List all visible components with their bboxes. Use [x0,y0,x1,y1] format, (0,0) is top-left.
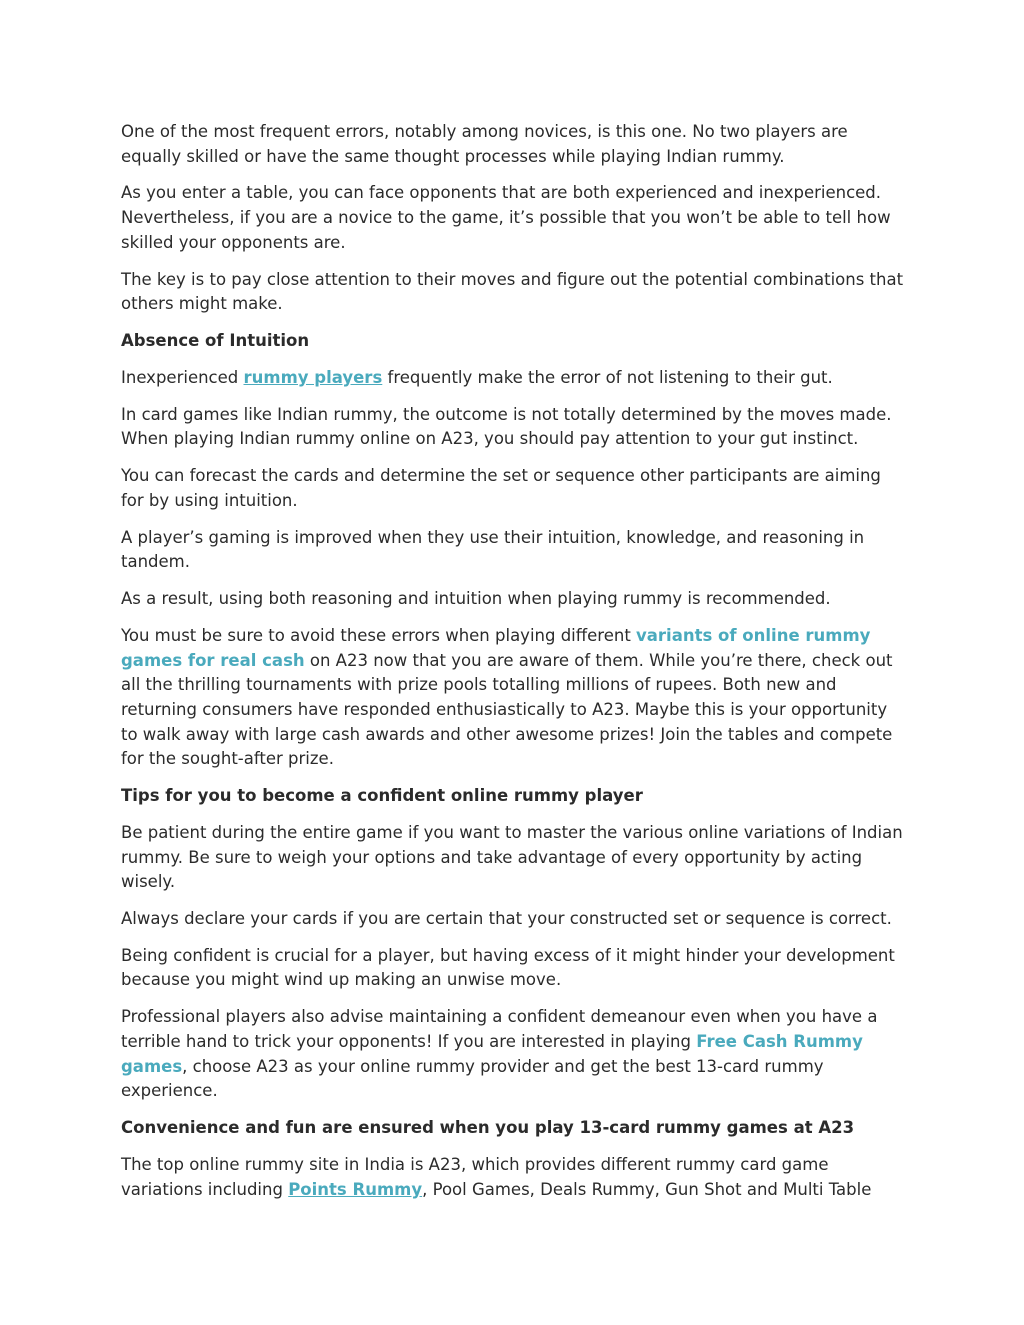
points-rummy-link[interactable]: Points Rummy [288,1179,423,1199]
paragraph-key-moves: The key is to pay close attention to their moves and figure out the potential combinations that others might make. [121,269,904,314]
paragraph-tandem: A player’s gaming is improved when they use their intuition, knowledge, and reasoning in tandem. [121,527,865,572]
paragraph-text: You must be sure to avoid these errors when playing different [121,626,637,646]
free-cash-rummy-link[interactable]: Free Cash Rummy games [121,1031,863,1076]
paragraph-text: on A23 now that you are aware of them. While you’re there, check out all the thrilling tournaments with prize pools totalling millions of rupees. Both new and returning consumers have responded enthusiastically to A23. Maybe this is your opportunity to walk away with large cash awards and other awesome prizes! Join the tables and compete for the sought-after prize. [121,650,893,769]
heading-tips: Tips for you to become a confident online rummy player [121,786,643,806]
paragraph-text: The top online rummy site in India is A23, which provides different rummy card game variations including [121,1154,829,1199]
paragraph-avoid-errors [121,624,906,772]
paragraph-be-patient: Be patient during the entire game if you want to master the various online variations of Indian rummy. Be sure to weigh your options and take advantage of every opportunity by acting wisely. [121,822,903,892]
paragraph-outcome: In card games like Indian rummy, the outcome is not totally determined by the moves made. When playing Indian rummy online on A23, you should pay attention to your gut instinct. [121,404,892,449]
paragraph-text: frequently make the error of not listening to their gut. [382,367,833,387]
paragraph-text: , Pool Games, Deals Rummy, Gun Shot and Multi Table [422,1179,872,1199]
paragraph-gut [121,366,906,391]
rummy-players-link[interactable]: rummy players [243,367,383,387]
paragraph-opponents: As you enter a table, you can face opponents that are both experienced and inexperienced. Nevertheless, if you are a novice to the game, it’s possible that you won’t be able to tell how skilled your opponents are. [121,183,891,252]
paragraph-text: Inexperienced [121,367,244,387]
paragraph-declare: Always declare your cards if you are certain that your constructed set or sequence is correct. [121,909,892,928]
paragraph-text: Professional players also advise maintaining a confident demeanour even when you have a terrible hand to trick your opponents! If you are interested in playing [121,1007,878,1051]
paragraph-professional [121,1005,906,1103]
paragraph-forecast: You can forecast the cards and determine the set or sequence other participants are aiming for by using intuition. [121,466,881,510]
paragraph-recommended: As a result, using both reasoning and intuition when playing rummy is recommended. [121,589,831,609]
paragraph-text: , choose A23 as your online rummy provider and get the best 13-card rummy experience. [121,1056,824,1101]
paragraph-top-site [121,1153,906,1202]
paragraph-confidence: Being confident is crucial for a player, but having excess of it might hinder your development because you might wind up making an unwise move. [121,945,895,990]
paragraph-common-errors: One of the most frequent errors, notably among novices, is this one. No two players are equally skilled or have the same thought processes while playing Indian rummy. [121,122,848,166]
variants-real-cash-link[interactable]: variants of online rummy games for real cash [121,626,871,670]
heading-convenience: Convenience and fun are ensured when you play 13-card rummy games at A23 [121,1118,855,1138]
heading-absence-of-intuition: Absence of Intuition [121,331,310,351]
